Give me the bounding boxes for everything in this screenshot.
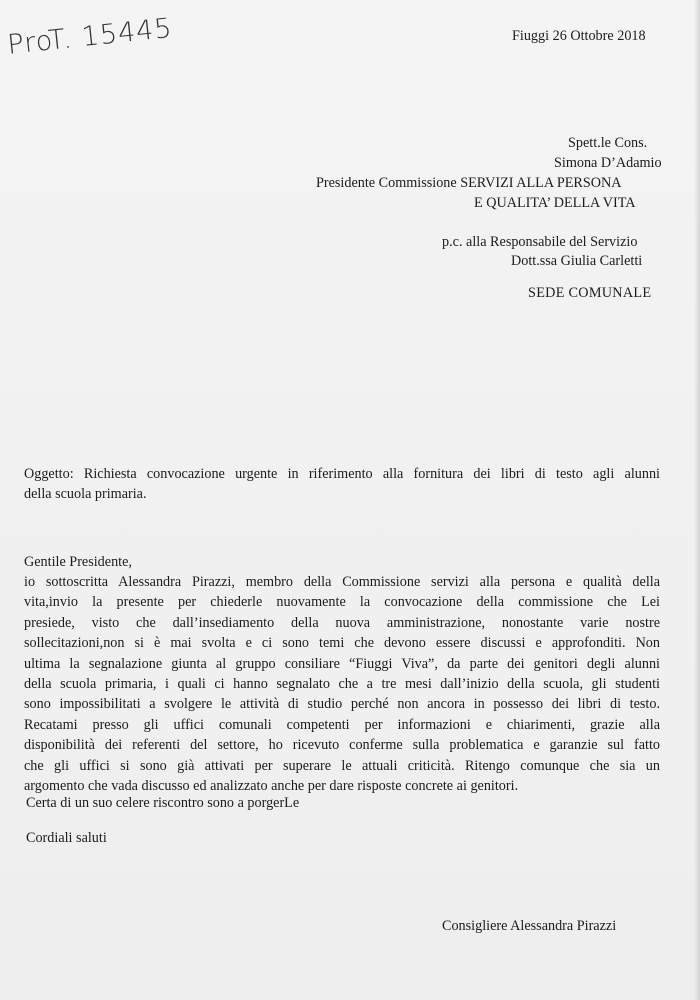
body-line: Recatami presso gli uffici comunali competenti per informazioni e chiarimenti, grazie alla xyxy=(24,716,660,733)
office-line: SEDE COMUNALE xyxy=(528,285,652,301)
body-line: io sottoscritta Alessandra Pirazzi, membro della Commissione servizi alla persona e qualità della xyxy=(24,574,660,590)
salutation: Gentile Presidente, xyxy=(24,554,132,570)
signature-line: Consigliere Alessandra Pirazzi xyxy=(442,918,617,934)
closing-line: Certa di un suo celere riscontro sono a porgerLe xyxy=(26,795,300,811)
cc-line: Dott.ssa Giulia Carletti xyxy=(511,253,643,269)
subject-block xyxy=(24,464,660,505)
body-line: disponibilità dei referenti del settore, ho ricevuto conferme sulla problematica e garanzie sul fatto xyxy=(24,737,660,754)
body-line: argomento che vada discusso ed analizzato anche per dare risposte concrete ai genitori. xyxy=(24,777,519,794)
recipient-line: Simona D’Adamio xyxy=(554,155,662,171)
body-line: sono impossibilitati a svolgere le attività di studio perché non ancora in possesso dei libri di testo. xyxy=(24,696,660,713)
body-line: vita,invio la presente per chiederle nuovamente la convocazione della commissione che Lei xyxy=(24,594,660,611)
body-line: presiede, visto che dall’insediamento della nuova amministrazione, nonostante varie nostre xyxy=(24,614,660,631)
recipient-line: Presidente Commissione SERVIZI ALLA PERSONA xyxy=(316,175,622,191)
page-edge-shadow xyxy=(694,0,700,1000)
regards-line: Cordiali saluti xyxy=(26,830,107,846)
subject-line: della scuola primaria. xyxy=(24,486,147,503)
recipient-line: E QUALITA’ DELLA VITA xyxy=(474,195,636,211)
letter-body xyxy=(24,572,660,796)
body-line: ultima la segnalazione giunta al gruppo consiliare “Fiuggi Viva”, da parte dei genitori degli alunni xyxy=(24,655,660,672)
body-line: della scuola primaria, i quali ci hanno segnalato che a tre mesi dall’inizio della scuola, gli studenti xyxy=(24,675,660,692)
subject-line: Oggetto: Richiesta convocazione urgente in riferimento alla fornitura dei libri di testo agli alunni xyxy=(24,466,660,482)
body-line: sollecitazioni,non si è mai svolta e ci sono temi che devono essere discussi e approfonditi. Non xyxy=(24,635,660,652)
cc-line: p.c. alla Responsabile del Servizio xyxy=(442,234,638,250)
handwritten-protocol-note: ProT. 15445 xyxy=(6,12,174,61)
recipient-line: Spett.le Cons. xyxy=(568,135,648,151)
date-line: Fiuggi 26 Ottobre 2018 xyxy=(512,28,646,44)
body-line: che gli uffici si sono già attivati per superare le attuali criticità. Ritengo comunque che sia un xyxy=(24,757,660,774)
